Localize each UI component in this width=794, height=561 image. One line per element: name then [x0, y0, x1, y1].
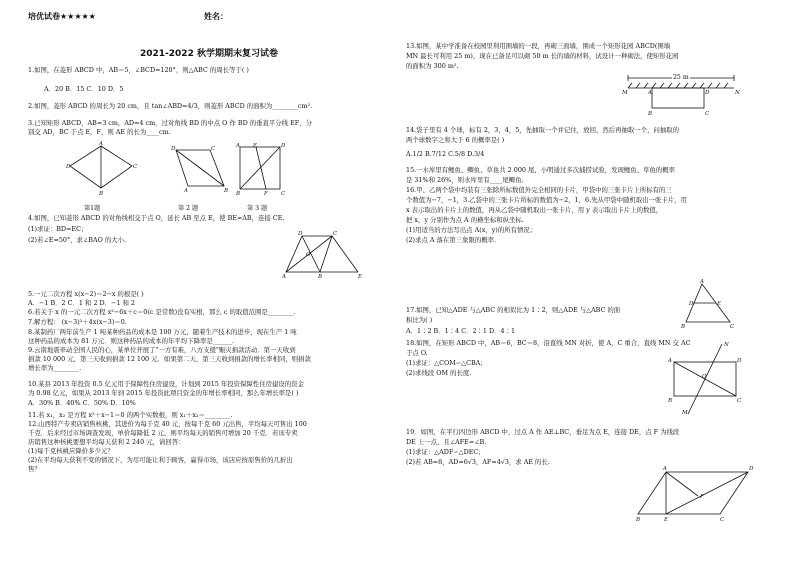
q13-text-3: 的面积为 300 m².	[406, 62, 459, 70]
q13-text: 13.如图，某中学准备在校园里利用围墙的一段，再砌三面墙，围成一个矩形花园 ABCD(围墙	[406, 42, 671, 50]
figure-q1-rhombus	[66, 142, 136, 198]
svg-text:B: B	[318, 274, 323, 280]
fig-caption-2: 第 2 题	[178, 205, 199, 212]
svg-text:N: N	[735, 90, 740, 96]
svg-text:M: M	[682, 410, 688, 416]
svg-text:M: M	[622, 90, 628, 96]
q17-text: 17.如图，已知△ADE 与△ABC 的相似比为 1∶2，则△ADE 与△ABC 的面	[406, 306, 621, 314]
q1-text: 1.如图，在菱形 ABCD 中，AB＝5，∠BCD=120°，则△ABC 的周长等于( )	[28, 66, 249, 74]
q4-text: 4.如图，已知菱形 ABCD 的对角线相交于点 O，延长 AB 至点 E，使 BE=AB，连接 CE.	[28, 214, 285, 222]
q5-options: A．−1 B．2 C．1 和 2 D．−1 和 2	[28, 299, 135, 307]
q4-part1: (1)求证：BD=EC；	[28, 225, 88, 233]
svg-text:C: C	[211, 146, 216, 152]
q18-text-2: 于点 O.	[406, 349, 428, 357]
svg-text:B: B	[236, 191, 241, 197]
q19-part1: (1)求证：△ADF∽△DEC；	[406, 448, 485, 456]
q19-text: 19．如图，在平行四边形 ABCD 中，过点 A 作 AE⊥BC，垂足为点 E，连接 DE，点 F 为线段	[406, 428, 680, 436]
svg-text:D: D	[689, 301, 694, 307]
q16-text-4: 把 x，y 分别作为点 A 的横坐标和纵坐标.	[406, 216, 524, 224]
svg-text:O: O	[306, 252, 311, 258]
svg-text:C: C	[281, 191, 286, 197]
q12-text: 12.山西特产专卖店销售核桃，其进价为每千克 40 元，按每千克 60 元出售，平均每天可售出 100	[28, 420, 307, 428]
svg-text:N: N	[724, 342, 729, 348]
q18-part2: (2)求线段 OM 的长度.	[406, 369, 472, 377]
svg-text:D: D	[705, 90, 710, 96]
svg-text:D: D	[737, 358, 742, 364]
q8-text-2: 这种药品的成本为 81 万元．则这种药品的成本的年平均下降率是______.	[28, 337, 234, 345]
fig-caption-1: 第1题	[84, 205, 101, 212]
q11-text: 11.若 x₁，x₂ 是方程 x²＋x−1＝0 的两个实数根，则 x₁＋x₂＝________.	[28, 411, 233, 419]
q16-part1: (1)用适当的方法写出点 A(x，y)的所有情况；	[406, 226, 537, 234]
q9-text: 9.云南地震牵动全国人民的心，某单位开展了"一方有难，八方支援"赈灾捐款活动．第一天收到	[28, 346, 296, 354]
svg-text:C: C	[333, 231, 338, 237]
q16-text-3: x 表示取出的卡片上的数值，再从乙袋中随机取出一张卡片，用 y 表示取出卡片上的数值，	[406, 206, 663, 214]
q18-text: 18.如图，在矩形 ABCD 中，AB＝6，BC＝8，沿直线 MN 对折，使 A，C 重合，直线 MN 交 AC	[406, 339, 691, 347]
svg-text:B: B	[668, 398, 673, 404]
svg-text:B: B	[681, 324, 686, 330]
q10-text-2: 为 0.98 亿元，如果从 2013 年到 2015 年投资此项目资金的年增长率相同，那么年增长率是( )	[28, 389, 299, 397]
q15-text-2: 是 31%和 26%，则水库里有____尾鲫鱼.	[406, 176, 524, 184]
svg-text:C: C	[720, 517, 725, 523]
svg-text:B: B	[636, 517, 641, 523]
q3-text: 3.已知矩形 ABCD，AB=3 cm，AD=4 cm，过对角线 BD 的中点 O 作 BD 的垂直平分线 EF，分	[28, 119, 312, 127]
svg-text:E: E	[253, 143, 258, 149]
figure-q4-rhombus	[280, 232, 364, 278]
q2-text: 2.如图，菱形 ABCD 的周长为 20 cm，且 tan∠ABD=4/3，则菱形 ABCD 的面积为________cm².	[28, 102, 313, 110]
q12-text-2: 千克．后来经过市场调查发现，单价每降低 2 元，则平均每天的销售可增加 20 千克．若该专卖	[28, 429, 298, 437]
svg-text:A: A	[99, 141, 103, 147]
q17-text-2: 积比为( )	[406, 316, 433, 324]
svg-text:B: B	[99, 191, 104, 197]
svg-text:E: E	[664, 517, 669, 523]
q14-text: 14.袋子里有 4 个球，标有 2，3，4，5，先抽取一个并记住，放回，然后再抽取一个，问抽取的	[406, 126, 680, 134]
q17-options: A．1∶2 B．1∶4 C．2∶1 D．4∶1	[406, 327, 516, 335]
wall-length-label: 25 m	[673, 74, 689, 81]
svg-text:A: A	[236, 143, 240, 149]
svg-text:B: B	[224, 188, 229, 194]
svg-text:A: A	[648, 90, 652, 96]
svg-text:O: O	[702, 374, 707, 380]
q14-text-2: 两个球数字之和大于 6 的概率是( )	[406, 136, 505, 144]
svg-text:D: D	[281, 143, 286, 149]
q10-options: A．30% B．40% C．50% D．10%	[28, 399, 136, 407]
page-title: 2021-2022 秋学期期末复习试卷	[140, 49, 278, 59]
q8-text: 8.某制药厂两年前生产 1 吨某种药品的成本是 100 万元，随着生产技术的进步，现在生产 1 吨	[28, 328, 297, 336]
svg-text:E: E	[717, 301, 722, 307]
q9-text-3: 增长率为________.	[28, 364, 82, 372]
name-label: 姓名：	[204, 12, 228, 21]
q13-text-2: MN 最长可利用 25 m)，现在已备足可以砌 50 m 长的墙的材料，试设计一种砌法，使矩形花园	[406, 52, 679, 60]
q16-text: 16.甲、乙两个袋中均装有三张除所标数值外完全相同的卡片，甲袋中的三张卡片上所标有的三	[406, 186, 672, 194]
svg-text:D: D	[298, 231, 303, 237]
q19-part2: (2)若 AB=8，AD=6√3，AF=4√3，求 AE 的长.	[406, 458, 550, 466]
fig-caption-3: 第 3 题	[247, 205, 268, 212]
q3-text-2: 别交 AD，BC 于点 E，F，则 AE 的长为____cm.	[28, 128, 171, 136]
q12-part2: (2)在平均每天获利不变的情况下，为尽可能让利于顾客，赢得市场，该店应按原售价的几折出	[28, 456, 293, 464]
q4-part2: (2)若∠E=50°，求∠BAO 的大小.	[28, 236, 127, 244]
q7-text: 7.解方程： (x−3)²＋4x(x−3)＝0.	[28, 318, 127, 326]
q5-text: 5.一元二次方程 x(x−2)＝2−x 的根是( )	[28, 290, 144, 298]
svg-text:D: D	[749, 466, 754, 472]
figure-q3-rectangle	[236, 143, 286, 197]
figure-q19-parallelogram	[636, 466, 756, 522]
svg-text:A: A	[668, 358, 672, 364]
svg-text:D: D	[66, 164, 71, 170]
svg-text:C: C	[133, 164, 138, 170]
svg-text:D: D	[171, 146, 176, 152]
figure-q18-rectangle-fold	[666, 340, 746, 416]
svg-text:C: C	[737, 398, 742, 404]
q10-text: 10.某县 2013 年投资 0.5 亿元用于保障性住房建设，计划到 2015 年投资保障性住房建设的资金	[28, 380, 304, 388]
q12-text-3: 店销售这种核桃要想平均每天获利 2 240 元，请回答：	[28, 438, 185, 446]
q19-text-2: DE 上一点，且∠AFE=∠B.	[406, 438, 487, 446]
figure-q2-rhombus	[166, 146, 230, 192]
svg-text:A: A	[282, 274, 286, 280]
svg-text:B: B	[648, 111, 653, 117]
svg-text:A: A	[184, 188, 188, 194]
q15-text: 15.一水库里有鲤鱼、鲫鱼、草鱼共 2 000 尾，小明通过多次捕捞试验，发现鲤鱼、草鱼的概率	[406, 166, 675, 174]
svg-text:F: F	[700, 494, 704, 500]
svg-text:A: A	[663, 466, 667, 472]
q12-part1: (1)每千克核桃应降价多少元？	[28, 447, 114, 455]
q1-options: A．20 B．15 C．10 D．5	[44, 85, 124, 93]
q16-part2: (2)求点 A 落在第三象限的概率.	[406, 236, 497, 244]
paper-rating: 培优试卷★★★★★	[28, 12, 96, 21]
q9-text-2: 捐款 10 000 元，第三天收到捐款 12 100 元．如果第二天、第三天收到捐款的增长率相同，则捐款	[28, 355, 311, 363]
q12-part2-cont: 售？	[28, 465, 41, 473]
q16-text-2: 个数值为−7，−1，3.乙袋中的三张卡片所标的数值为−2，1，6.先从甲袋中随机取出一张卡片，用	[406, 196, 687, 204]
figure-q17-triangles	[680, 280, 740, 328]
svg-text:E: E	[358, 274, 363, 280]
q18-part1: (1)求证：△COM∽△CBA；	[406, 359, 487, 367]
svg-text:F: F	[264, 191, 268, 197]
q14-options: A.1/2 B.7/12 C.5/8 D.3/4	[406, 150, 485, 158]
svg-text:C: C	[705, 111, 710, 117]
q6-text: 6.若关于 x 的一元二次方程 x²−6x＋c＝0(c 是常数)没有实根，那么 c 的取值范围是________.	[28, 308, 296, 316]
svg-text:C: C	[730, 324, 735, 330]
svg-text:A: A	[700, 279, 704, 285]
